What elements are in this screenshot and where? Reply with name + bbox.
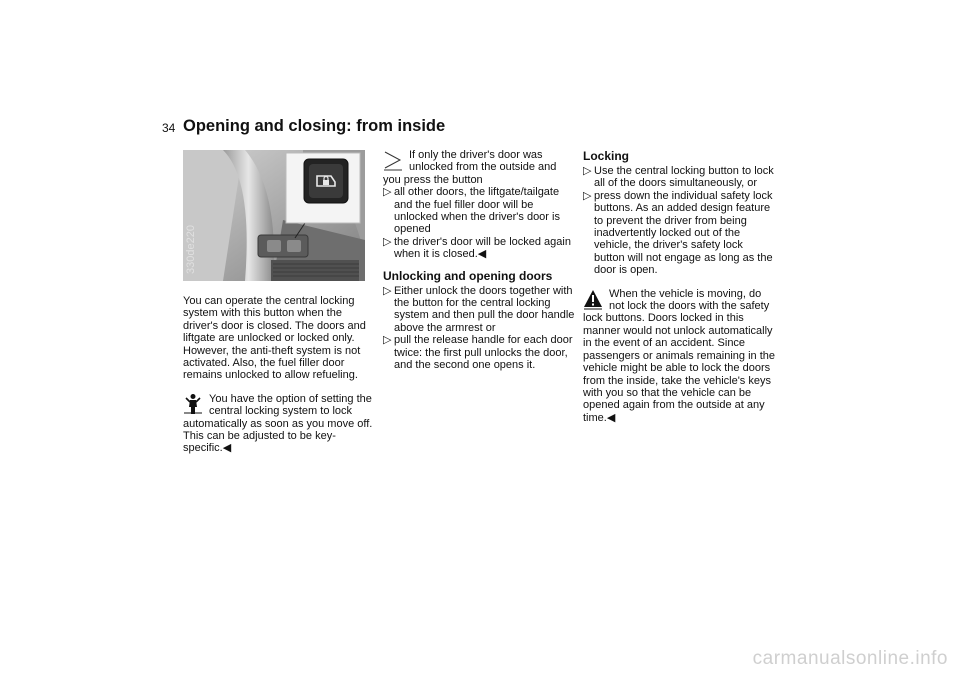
column-2	[383, 149, 575, 372]
column-3	[583, 149, 775, 424]
note-text-rest: you press the button	[383, 173, 483, 186]
list-item-text: Either unlock the doors together with the button for the central locking system and then pull the door handle above the armrest or	[394, 284, 575, 334]
page-title: Opening and closing: from inside	[183, 117, 446, 135]
list-item	[383, 236, 575, 261]
list-item-text: press down the individual safety lock buttons. As an added design feature to prevent the driver from being inadvertently locked out of the vehicle, the driver's safety lock button will not engage as long as the door is open.	[594, 189, 773, 277]
warning-text-first: When the vehicle is moving, do not lock the doors with the safety	[609, 287, 770, 313]
warning-text-rest: lock buttons. Doors locked in this manner would not unlock automatically in the event of an accident. Since passengers or animals remaining in the vehicle might be able to lock the doors from the inside, take the vehicle's keys with you so that the vehicle can be opened again from the outside at any time.◀	[583, 312, 775, 424]
intro-paragraph: You can operate the central locking system with this button when the driver's door is closed. The doors and liftgate are unlocked or locked only. However, the anti-theft system is not activated. Also, the fuel filler door remains unlocked to allow refueling.	[183, 295, 366, 382]
driver-door-note	[383, 149, 575, 186]
list-item	[383, 334, 575, 371]
bullet-marker: ▷	[383, 334, 392, 347]
console-photo	[183, 150, 365, 281]
list-item	[583, 190, 775, 277]
unlocking-section	[383, 269, 575, 372]
warning-triangle-icon	[583, 288, 603, 310]
note-text-first: You have the option of setting the central locking system to lock	[209, 392, 372, 418]
figure-code: 330de220	[185, 225, 197, 274]
page-number: 34	[162, 121, 176, 135]
automatic-locking-note	[183, 393, 375, 455]
bullet-marker: ▷	[583, 165, 592, 177]
list-item	[383, 285, 575, 335]
safety-warning	[583, 288, 775, 424]
section-heading: Unlocking and opening doors	[383, 268, 553, 283]
list-item-text: pull the release handle for each door twice: the first pull unlocks the door, and the second one opens it.	[394, 334, 573, 372]
lock-button-icon	[314, 172, 338, 190]
list-item-text: all other doors, the liftgate/tailgate and the fuel filler door will be unlocked when the driver's door is opened	[394, 186, 560, 236]
note-text-first: If only the driver's door was unlocked from the outside and	[409, 149, 557, 174]
person-icon	[183, 393, 203, 415]
section-heading: Locking	[583, 149, 630, 163]
bullet-marker: ▷	[583, 189, 592, 202]
note-text-rest: automatically as soon as you move off. This can be adjusted to be key-specific.◀	[183, 417, 373, 455]
list-item-text: Use the central locking button to lock all of the doors simultaneously, or	[594, 165, 774, 190]
arrow-note-icon	[383, 149, 403, 171]
list-item	[583, 165, 775, 190]
bullet-marker: ▷	[383, 284, 392, 297]
bullet-marker: ▷	[383, 186, 392, 199]
watermark: carmanualsonline.info	[752, 648, 948, 669]
list-item-text: the driver's door will be locked again when it is closed.◀	[394, 235, 571, 261]
column-1	[183, 295, 375, 455]
list-item	[383, 186, 575, 236]
bullet-marker: ▷	[383, 235, 392, 248]
